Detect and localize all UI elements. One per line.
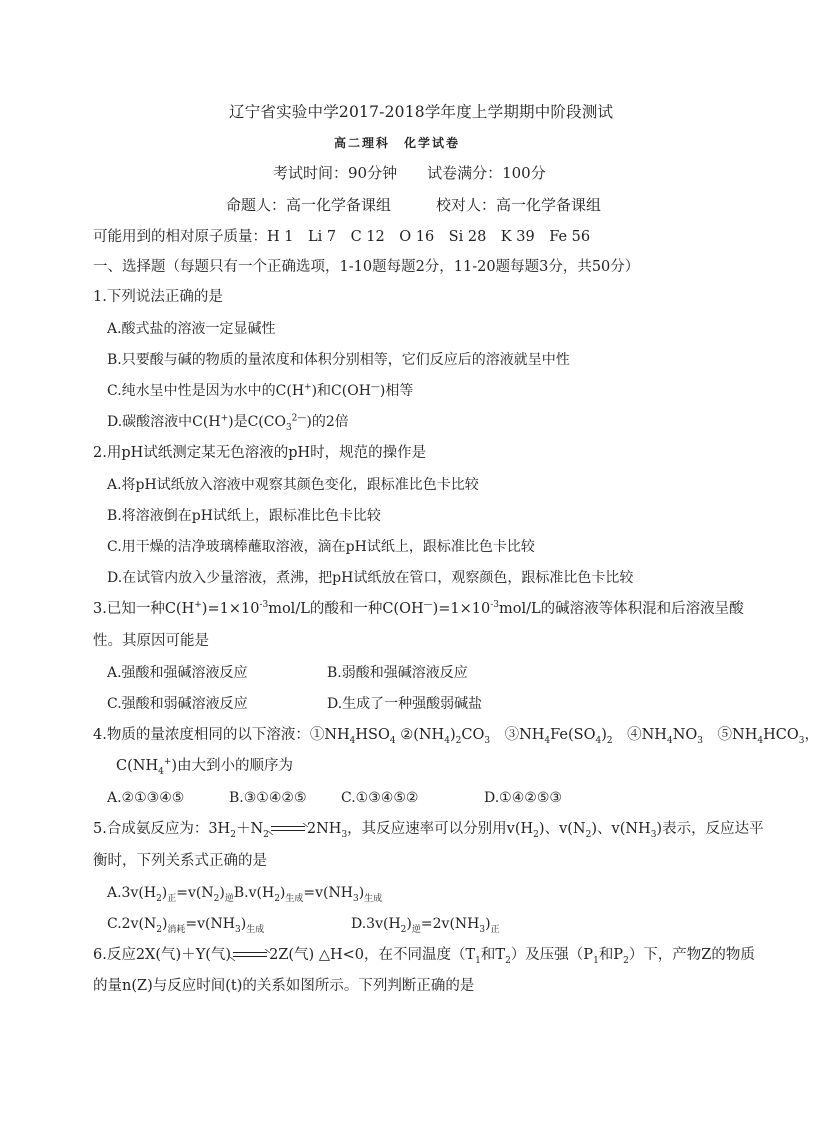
exam-time-info: 考试时间：90分钟 试卷满分：100分 <box>273 164 546 182</box>
q4-option-a: A.②①③④⑤ <box>107 790 185 806</box>
q1-option-a: A.酸式盐的溶液一定显碱性 <box>107 321 276 337</box>
q2-option-d: D.在试管内放入少量溶液，煮沸，把pH试纸放在管口，观察颜色，跟标准比色卡比较 <box>107 570 634 586</box>
q5-stem-line1: 5.合成氨反应为：$3H_2+N_2$ $2NH_3$，其反应速率可以分别用$v(H_2)$、$v(N_2)$、$v(NH_3)$表示，反应达平 <box>93 821 764 840</box>
atomic-masses: 可能用到的相对原子质量：H 1 Li 7 C 12 O 16 Si 28 K 39 Fe 56 <box>93 229 591 245</box>
equilibrium-arrow-icon <box>233 950 267 960</box>
q3-option-b: B.弱酸和强碱溶液反应 <box>327 665 468 681</box>
q2-option-b: B.将溶液倒在pH试纸上，跟标准比色卡比较 <box>107 508 381 524</box>
q1-option-c: C.纯水呈中性是因为水中的C(H+)和C(OH—)相等 <box>107 382 414 399</box>
q4-option-b: B.③①④②⑤ <box>229 790 307 806</box>
q1-option-b: B.只要酸与碱的物质的量浓度和体积分别相等，它们反应后的溶液就呈中性 <box>107 352 570 368</box>
q3-option-d: D.生成了一种强酸弱碱盐 <box>327 696 483 712</box>
q2-stem: 2.用pH试纸测定某无色溶液的pH时，规范的操作是 <box>93 445 427 461</box>
q1-option-d: D.碳酸溶液中C(H+)是$C(CO_3^{2—})$的2倍 <box>107 413 349 433</box>
q3-stem-line2: 性。其原因可能是 <box>93 633 209 649</box>
exam-title: 辽宁省实验中学2017-2018学年度上学期期中阶段测试 <box>229 103 614 121</box>
exam-subtitle: 高二理科 化学试卷 <box>334 136 461 150</box>
q3-option-c: C.强酸和弱碱溶液反应 <box>107 696 248 712</box>
q1-stem: 1.下列说法正确的是 <box>93 289 223 305</box>
q4-option-c: C.①③④⑤② <box>341 790 419 806</box>
q5-option-c: $C.2v(N_2)_{消耗}=v(NH_3)_{生成}$ <box>107 916 265 935</box>
q3-option-a: A.强酸和强碱溶液反应 <box>107 665 248 681</box>
q6-stem-line1: 6.反应2X(气)＋Y(气) 2Z(气) △H<0，在不同温度（$T_1$和$T_2$）及压强（$P_1$和$P_2$）下，产物Z的物质 <box>93 947 755 966</box>
q2-option-c: C.用干燥的洁净玻璃棒蘸取溶液，滴在pH试纸上，跟标准比色卡比较 <box>107 539 535 555</box>
q2-option-a: A.将pH试纸放入溶液中观察其颜色变化，跟标准比色卡比较 <box>107 477 479 493</box>
q3-stem-line1: 3.已知一种$C(H^+)=1\times 10^{-3}mol/L$的酸和一种$C(OH^—)=1\times 10^{-3}mol/L$的碱溶液等体积混和后溶液呈酸 <box>93 600 744 617</box>
q4-stem-line1: 4.物质的量浓度相同的以下溶液：$①NH_4HSO_4$ $②(NH_4)_2CO_3$ $③NH_4Fe(SO_4)_2$ $④NH_4NO_3$ $⑤NH_4HCO_3$， <box>93 727 819 746</box>
q5-option-d: $D.3v(H_2)_逆=2v(NH_3)_正$ <box>351 916 500 935</box>
q5-option-ab: $A.3v(H_2)_正=v(N_2)_逆B.v(H_2)_{生成}=v(NH_3)_{生成}$ <box>107 885 383 904</box>
section-heading: 一、选择题（每题只有一个正确选项，1-10题每题2分，11-20题每题3分，共50分） <box>93 259 640 275</box>
q5-stem-line2: 衡时，下列关系式正确的是 <box>93 853 267 869</box>
q6-stem-line2: 的量n(Z)与反应时间(t)的关系如图所示。下列判断正确的是 <box>93 978 475 994</box>
q4-option-d: D.①④②⑤③ <box>484 790 562 806</box>
exam-authors: 命题人：高一化学备课组 校对人：高一化学备课组 <box>226 196 602 214</box>
equilibrium-arrow-icon <box>271 824 305 834</box>
q4-stem-line2: $C(NH_4^+)$由大到小的顺序为 <box>116 757 294 777</box>
